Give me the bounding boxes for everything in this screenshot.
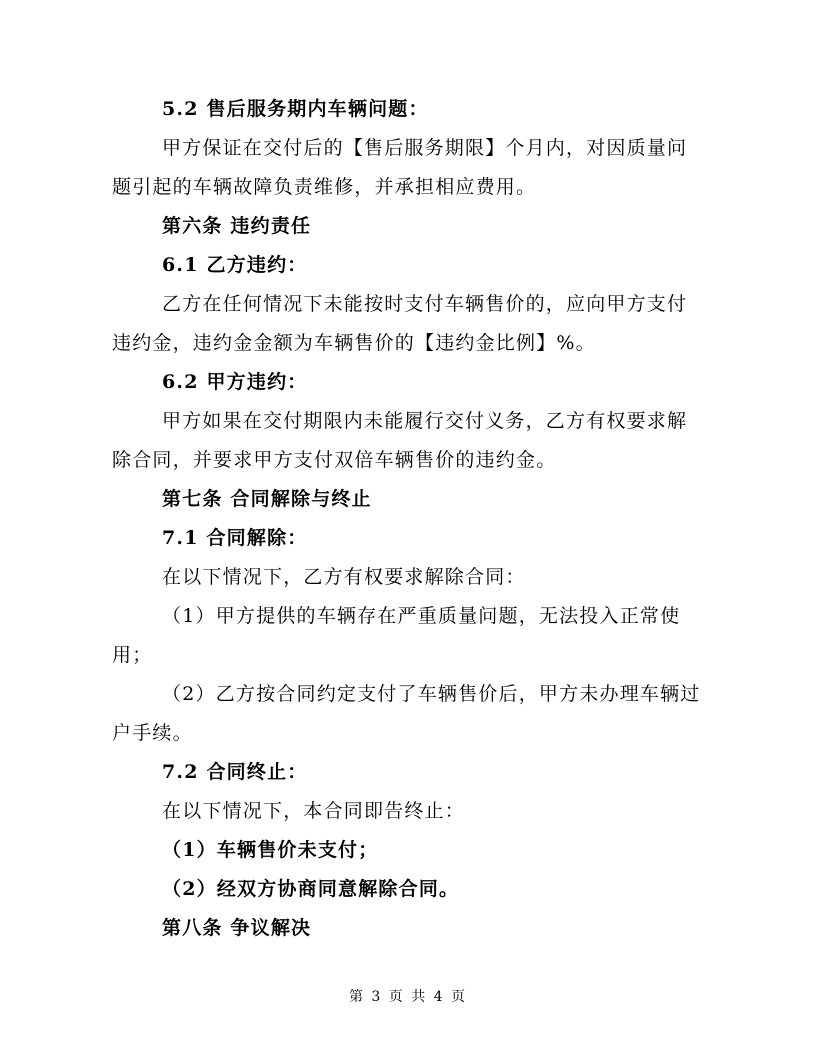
paragraph-line: 除合同，并要求甲方支付双倍车辆售价的违约金。 [112,449,557,471]
article-heading-8: 第八条 争议解决 [162,917,312,939]
paragraph-line: 甲方如果在交付期限内未能履行交付义务，乙方有权要求解 [162,410,688,432]
paragraph-line: 违约金，违约金金额为车辆售价的【违约金比例】%。 [112,332,596,354]
article-heading-6: 第六条 违约责任 [162,215,312,237]
list-item-line: （2）乙方按合同约定支付了车辆售价后，甲方未办理车辆过 [162,683,701,705]
paragraph-line: 乙方在任何情况下未能按时支付车辆售价的，应向甲方支付 [162,293,688,315]
list-item-line: （1）车辆售价未支付； [162,839,379,861]
page-footer-indicator: 第 3 页 共 4 页 [348,989,468,1005]
article-heading-7: 第七条 合同解除与终止 [162,488,372,510]
paragraph-line: 在以下情况下，本合同即告终止： [162,800,466,822]
section-heading-6-1: 6.1 乙方违约： [162,254,308,276]
paragraph-line: 题引起的车辆故障负责维修，并承担相应费用。 [112,176,537,198]
paragraph-line: 甲方保证在交付后的【售后服务期限】个月内，对因质量问 [162,137,688,159]
paragraph-line: 在以下情况下，乙方有权要求解除合同： [162,566,526,588]
list-item-line: （1）甲方提供的车辆存在严重质量问题，无法投入正常使 [162,605,681,627]
list-item-line: 用； [112,644,153,666]
section-heading-5-2: 5.2 售后服务期内车辆问题： [162,98,429,120]
section-heading-7-1: 7.1 合同解除： [162,527,308,549]
list-item-line: （2）经双方协商同意解除合同。 [162,878,460,900]
section-heading-6-2: 6.2 甲方违约： [162,371,308,393]
section-heading-7-2: 7.2 合同终止： [162,761,308,783]
list-item-line: 户手续。 [112,722,193,744]
